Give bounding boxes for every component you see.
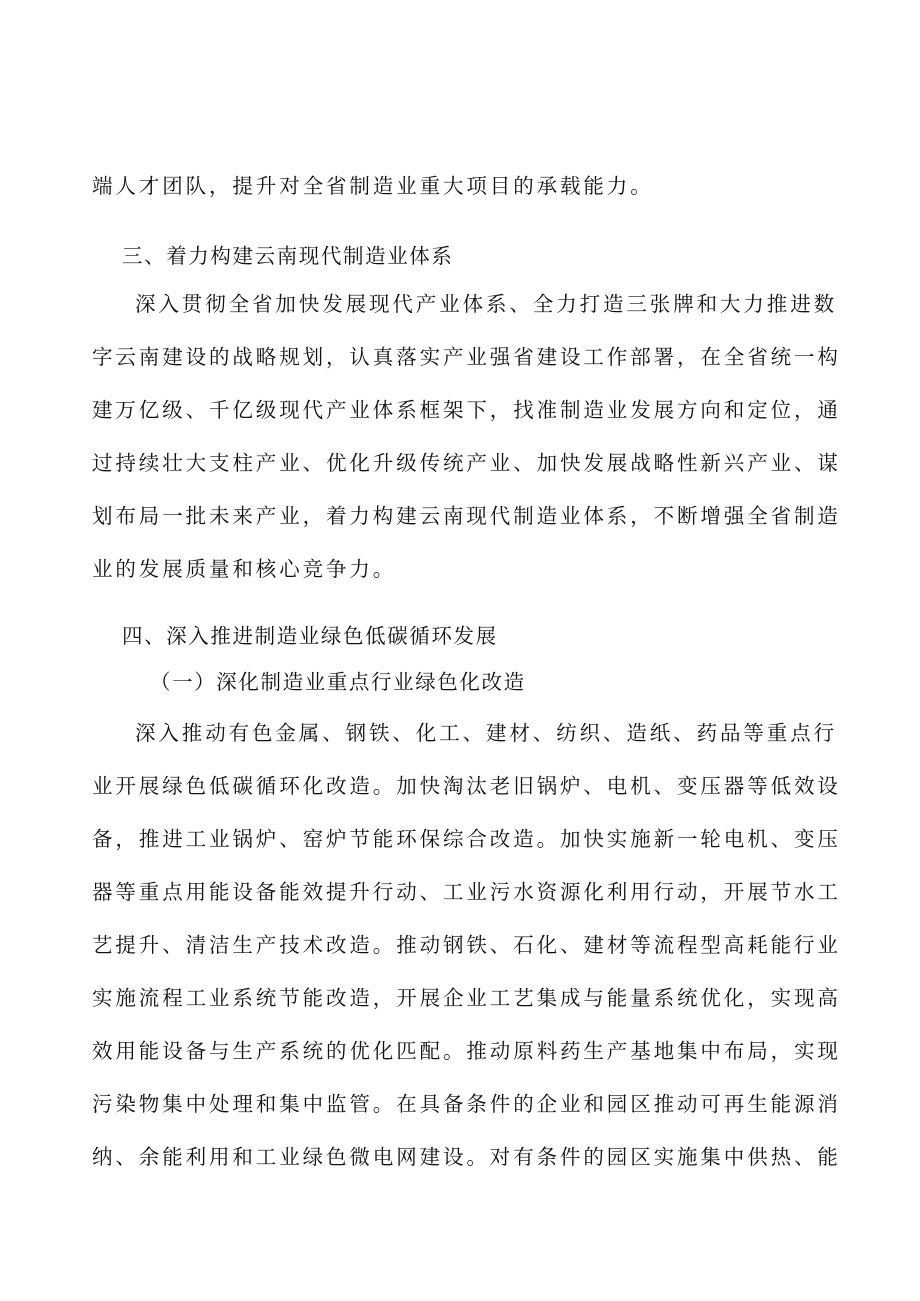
- section-3-paragraph-line: 业的发展质量和核心竞争力。: [92, 557, 397, 581]
- section-3-paragraph-line: 过持续壮大支柱产业、优化升级传统产业、加快发展战略性新兴产业、谋: [92, 451, 841, 475]
- section-4-paragraph-line: 备，推进工业锅炉、窑炉节能环保综合改造。加快实施新一轮电机、变压: [92, 827, 841, 851]
- section-3-paragraph-line: 深入贯彻全省加快发展现代产业体系、全力打造三张牌和大力推进数: [135, 292, 837, 316]
- section-4-paragraph-line: 效用能设备与生产系统的优化匹配。推动原料药生产基地集中布局，实现: [92, 1039, 841, 1063]
- section-4-paragraph-line: 深入推动有色金属、钢铁、化工、建材、纺织、造纸、药品等重点行: [135, 721, 837, 745]
- section-4-heading: 四、深入推进制造业绿色低碳循环发展: [122, 624, 498, 648]
- section-3-paragraph-line: 建万亿级、千亿级现代产业体系框架下，找准制造业发展方向和定位，通: [92, 398, 841, 422]
- section-4-paragraph-line: 器等重点用能设备能效提升行动、工业污水资源化利用行动，开展节水工: [92, 880, 841, 904]
- section-3-heading: 三、着力构建云南现代制造业体系: [122, 244, 454, 268]
- section-4-paragraph-line: 业开展绿色低碳循环化改造。加快淘汰老旧锅炉、电机、变压器等低效设: [92, 774, 841, 798]
- section-4-paragraph-line: 艺提升、清洁生产技术改造。推动钢铁、石化、建材等流程型高耗能行业: [92, 933, 841, 957]
- section-4-subheading: （一）深化制造业重点行业绿色化改造: [150, 670, 526, 694]
- section-3-paragraph-line: 划布局一批未来产业，着力构建云南现代制造业体系，不断增强全省制造: [92, 504, 841, 528]
- continuation-line: 端人才团队，提升对全省制造业重大项目的承载能力。: [92, 174, 654, 198]
- section-4-paragraph-line: 污染物集中处理和集中监管。在具备条件的企业和园区推动可再生能源消: [92, 1092, 841, 1116]
- section-4-paragraph-line: 实施流程工业系统节能改造，开展企业工艺集成与能量系统优化，实现高: [92, 986, 841, 1010]
- section-3-paragraph-line: 字云南建设的战略规划，认真落实产业强省建设工作部署，在全省统一构: [92, 345, 841, 369]
- section-4-paragraph-line: 纳、余能利用和工业绿色微电网建设。对有条件的园区实施集中供热、能: [92, 1145, 841, 1169]
